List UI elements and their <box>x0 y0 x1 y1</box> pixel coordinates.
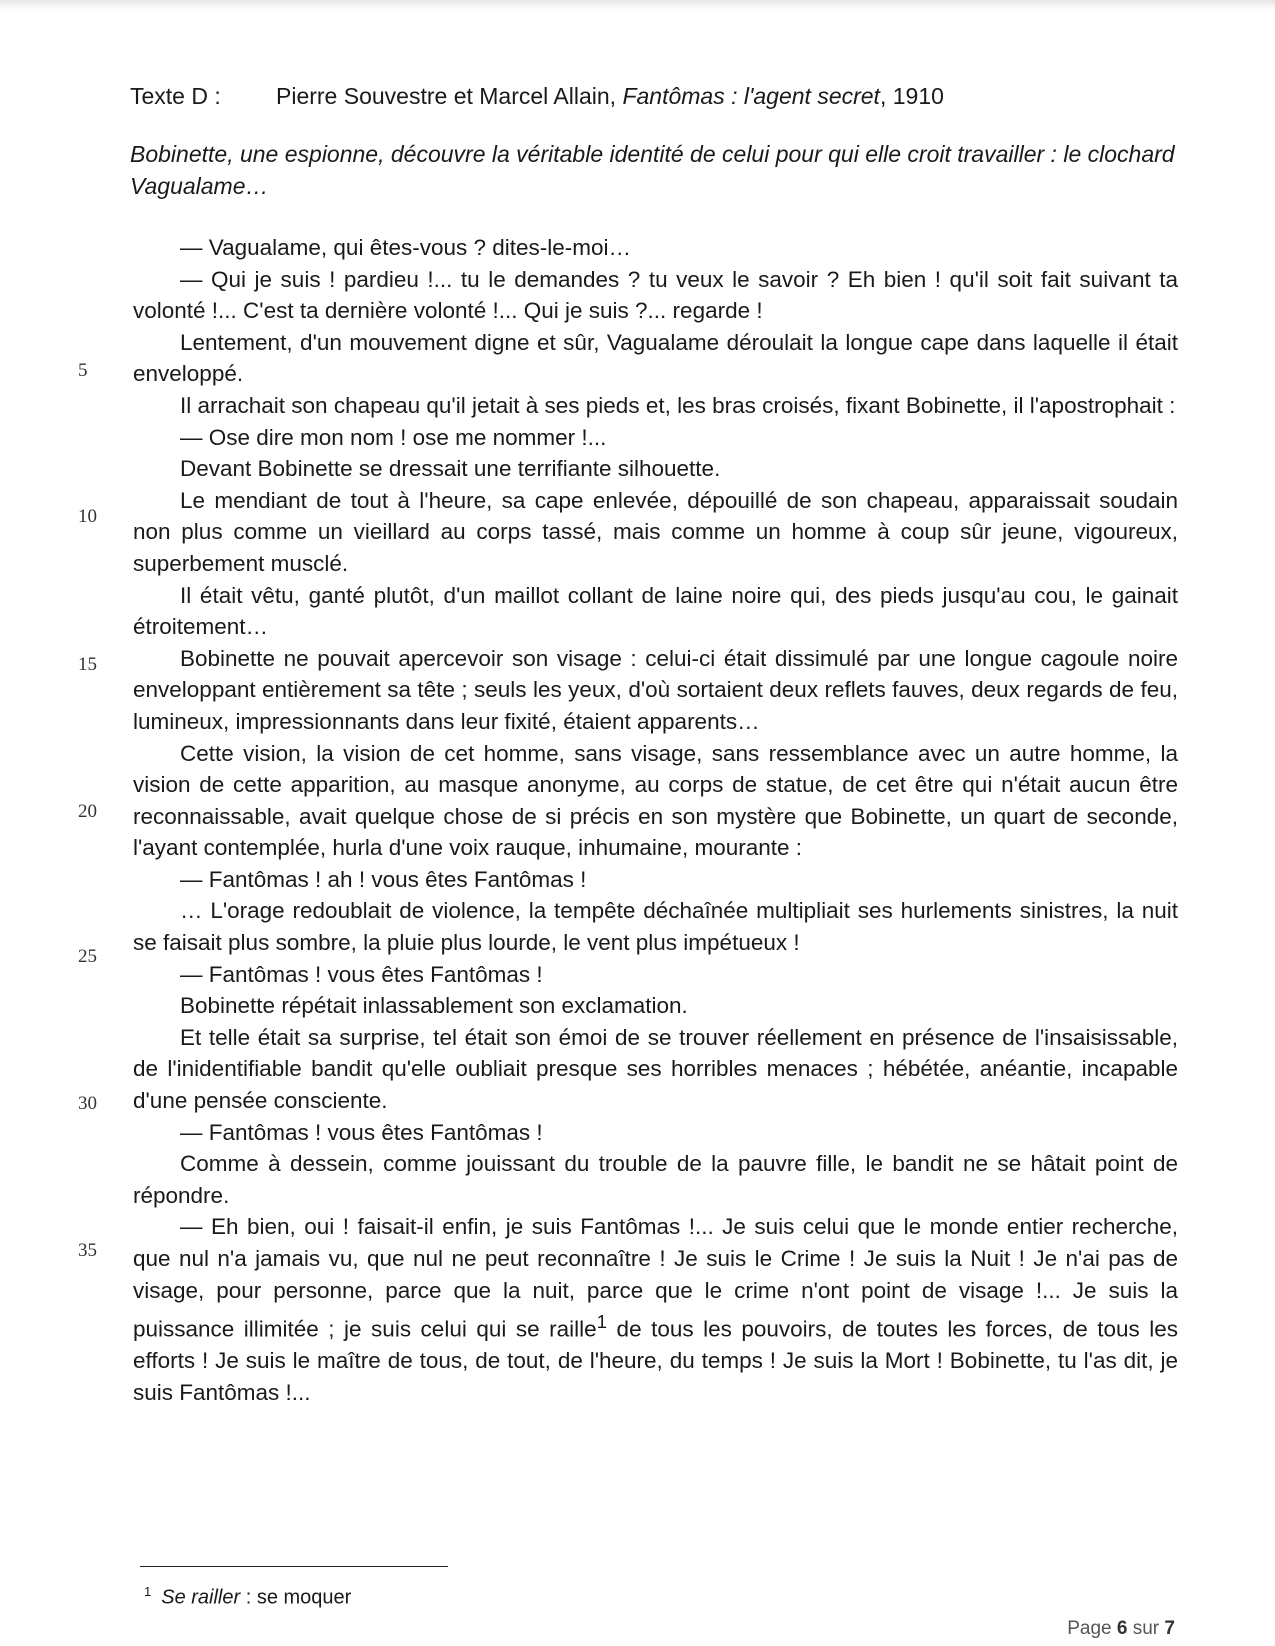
paragraph: Bobinette répétait inlassablement son exclamation. <box>180 993 688 1019</box>
authors: Pierre Souvestre et Marcel Allain, <box>276 83 617 109</box>
paragraph: Il était vêtu, ganté plutôt, d'un maillot collant de laine noire qui, des pieds jusqu'au cou, le gainait étroitement… <box>133 582 1178 640</box>
page-word: Page <box>1067 1618 1112 1639</box>
footnote-term: Se railler <box>161 1586 241 1609</box>
line-number: 35 <box>78 1240 97 1261</box>
footnote-separator <box>140 1566 448 1567</box>
final-text-after: de tous les pouvoirs, de toutes les forces, de tous les efforts ! Je suis le maître de tous, de tout, de l'heure, du temps ! Je suis la Mort ! Bobinette, tu l'as dit, je suis Fantômas !... <box>133 1316 1178 1405</box>
paragraph: Comme à dessein, comme jouissant du trouble de la pauvre fille, le bandit ne se hâtait point de répondre. <box>133 1151 1178 1208</box>
paragraph: … L'orage redoublait de violence, la tempête déchaînée multipliait ses hurlements sinistres, la nuit se faisait plus sombre, la pluie plus lourde, le vent plus impétueux ! <box>133 898 1178 956</box>
footnote-reference: 1 <box>596 1311 608 1333</box>
paragraph: Bobinette ne pouvait apercevoir son visage : celui-ci était dissimulé par une longue cagoule noire enveloppant entièrement sa tête ; seuls les yeux, d'où sortaient deux reflets fauves, deux regards de feu, lumineux, impressionnants dans leur fixité, étaient apparents… <box>133 645 1178 734</box>
paragraph: Le mendiant de tout à l'heure, sa cape enlevée, dépouillé de son chapeau, apparaissait soudain non plus comme un vieillard au corps tassé, mais comme un homme à coup sûr jeune, vigoureux, superbement musclé. <box>133 487 1178 576</box>
work-title: Fantômas : l'agent secret <box>622 83 880 109</box>
excerpt-body <box>133 232 1178 1408</box>
paragraph: Cette vision, la vision de cet homme, sans visage, sans ressemblance avec un autre homme, la vision de cette apparition, au masque anonyme, au corps de statue, de cet être qui n'était aucun être reconnaissable, avait quelque chose de si précis en son mystère que Bobinette, un quart de seconde, l'ayant contemplée, hurla d'une voix rauque, inhumaine, mourante : <box>133 740 1178 861</box>
line-number: 25 <box>78 946 97 967</box>
paragraph: Et telle était sa surprise, tel était son émoi de se trouver réellement en présence de l'insaisissable, de l'inidentifiable bandit qu'elle oubliait presque ses horribles menaces ; hébétée, anéantie, incapable d'une pensée consciente. <box>133 1024 1178 1114</box>
paragraph: — Ose dire mon nom ! ose me nommer !... <box>180 424 607 450</box>
footnote-definition: : se moquer <box>240 1586 352 1609</box>
year: , 1910 <box>879 83 944 109</box>
line-number: 20 <box>78 801 97 822</box>
text-label: Texte D : <box>130 83 221 109</box>
paragraph: Devant Bobinette se dressait une terrifiante silhouette. <box>180 456 721 482</box>
line-number: 15 <box>78 654 97 675</box>
scan-edge <box>0 0 1275 10</box>
page-of-word: sur <box>1132 1618 1160 1639</box>
line-number: 5 <box>78 360 88 381</box>
footnote-number: 1 <box>144 1584 152 1599</box>
page-total: 7 <box>1164 1618 1175 1639</box>
paragraph: — Vagualame, qui êtes-vous ? dites-le-moi… <box>180 235 632 260</box>
final-text-before: — Eh bien, oui ! faisait-il enfin, je suis Fantômas !... Je suis celui que le monde entier recherche, que nul n'a jamais vu, que nul ne peut reconnaître ! Je suis le Crime ! Je suis la Nuit ! Je n'ai pas de visage, pour personne, parce que la nuit, parce que le crime n'ont point de visage !... Je suis la puissance illimitée ; je suis celui qui se raille <box>133 1214 1178 1342</box>
footnote <box>144 1584 351 1610</box>
line-number: 10 <box>78 506 97 527</box>
page-current: 6 <box>1116 1618 1128 1639</box>
intro-summary: Bobinette, une espionne, découvre la véritable identité de celui pour qui elle croit travailler : le clochard Vagualame… <box>130 141 1175 199</box>
text-header <box>130 83 944 110</box>
paragraph: Il arrachait son chapeau qu'il jetait à ses pieds et, les bras croisés, fixant Bobinette, il l'apostrophait : <box>180 392 1176 418</box>
paragraph-final <box>133 1211 1178 1408</box>
paragraph: — Fantômas ! vous êtes Fantômas ! <box>180 961 543 987</box>
line-number: 30 <box>78 1093 97 1114</box>
paragraph: — Fantômas ! vous êtes Fantômas ! <box>180 1119 543 1145</box>
paragraph: — Qui je suis ! pardieu !... tu le demandes ? tu veux le savoir ? Eh bien ! qu'il soit fait suivant ta volonté !... C'est ta dernière volonté !... Qui je suis ?... regarde ! <box>133 266 1178 324</box>
page-number <box>1067 1618 1175 1640</box>
paragraph: — Fantômas ! ah ! vous êtes Fantômas ! <box>180 866 587 892</box>
paragraph: Lentement, d'un mouvement digne et sûr, Vagualame déroulait la longue cape dans laquelle il était enveloppé. <box>133 329 1178 387</box>
